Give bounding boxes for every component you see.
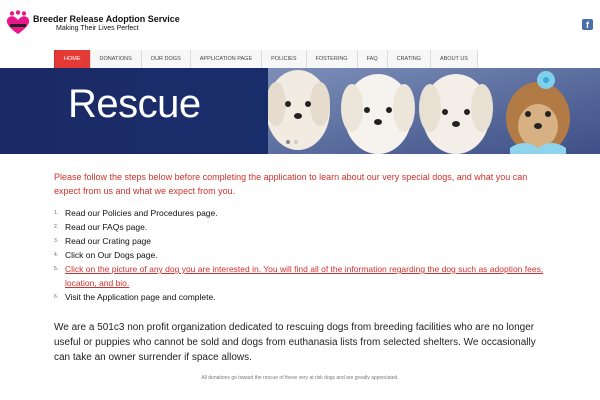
slider-dot[interactable] — [286, 140, 290, 144]
brand-tagline: Making Their Lives Perfect — [56, 25, 139, 32]
nav-fostering[interactable]: FOSTERING — [306, 50, 357, 68]
list-item — [54, 290, 549, 304]
intro-text: Please follow the steps below before completing the application to learn about our very special dogs, and what you can expect from us and what we expect from you. — [54, 172, 528, 196]
nav-about-us[interactable]: ABOUT US — [430, 50, 478, 68]
list-item — [54, 234, 549, 248]
step-number: 5. — [54, 266, 59, 272]
step-text: Read our Crating page — [65, 236, 152, 246]
step-number: 3. — [54, 238, 59, 244]
step-text: Read our FAQs page. — [65, 222, 148, 232]
facebook-icon[interactable]: f — [582, 19, 593, 30]
donation-footnote: All donations go toward the rescue of these very at risk dogs and are greatly appreciated. — [201, 375, 399, 381]
dogs-photo — [268, 68, 600, 154]
nav-faq[interactable]: FAQ — [357, 50, 387, 68]
nav-home[interactable]: HOME — [54, 50, 90, 68]
step-text: Read our Policies and Procedures page. — [65, 208, 218, 218]
site-header — [0, 0, 600, 50]
slider-dots — [286, 140, 298, 144]
dog-picture-link[interactable]: Click on the picture of any dog you are interested in. You will find all of the information regarding the dog such as adoption fees, location, and bio. — [65, 264, 544, 288]
brand-title[interactable]: Breeder Release Adoption Service — [33, 14, 180, 24]
about-text: We are a 501c3 non profit organization dedicated to rescuing dogs from breeding facilities who are no longer useful or puppies who cannot be sold and dogs from euthanasia lists from selected shelters. We occasionally can take an owner surrender if space allows. — [54, 322, 536, 363]
nav-application-page[interactable]: APPLICATION PAGE — [190, 50, 261, 68]
steps-list — [54, 206, 549, 304]
list-item — [54, 248, 549, 262]
nav-donations[interactable]: DONATIONS — [90, 50, 141, 68]
slider-dot[interactable] — [294, 140, 298, 144]
step-text: Click on Our Dogs page. — [65, 250, 158, 260]
step-text: Visit the Application page and complete. — [65, 292, 216, 302]
list-item — [54, 206, 549, 220]
step-number: 4. — [54, 252, 59, 258]
hero-banner — [0, 68, 600, 154]
list-item — [54, 262, 549, 290]
step-number: 6. — [54, 294, 59, 300]
paw-heart-logo-icon[interactable] — [4, 10, 32, 36]
step-number: 2. — [54, 224, 59, 230]
nav-policies[interactable]: POLICIES — [261, 50, 305, 68]
step-number: 1. — [54, 210, 59, 216]
list-item — [54, 220, 549, 234]
nav-crating[interactable]: CRATING — [387, 50, 430, 68]
main-nav — [54, 50, 478, 68]
nav-our-dogs[interactable]: OUR DOGS — [141, 50, 190, 68]
banner-title: Rescue — [68, 82, 201, 126]
